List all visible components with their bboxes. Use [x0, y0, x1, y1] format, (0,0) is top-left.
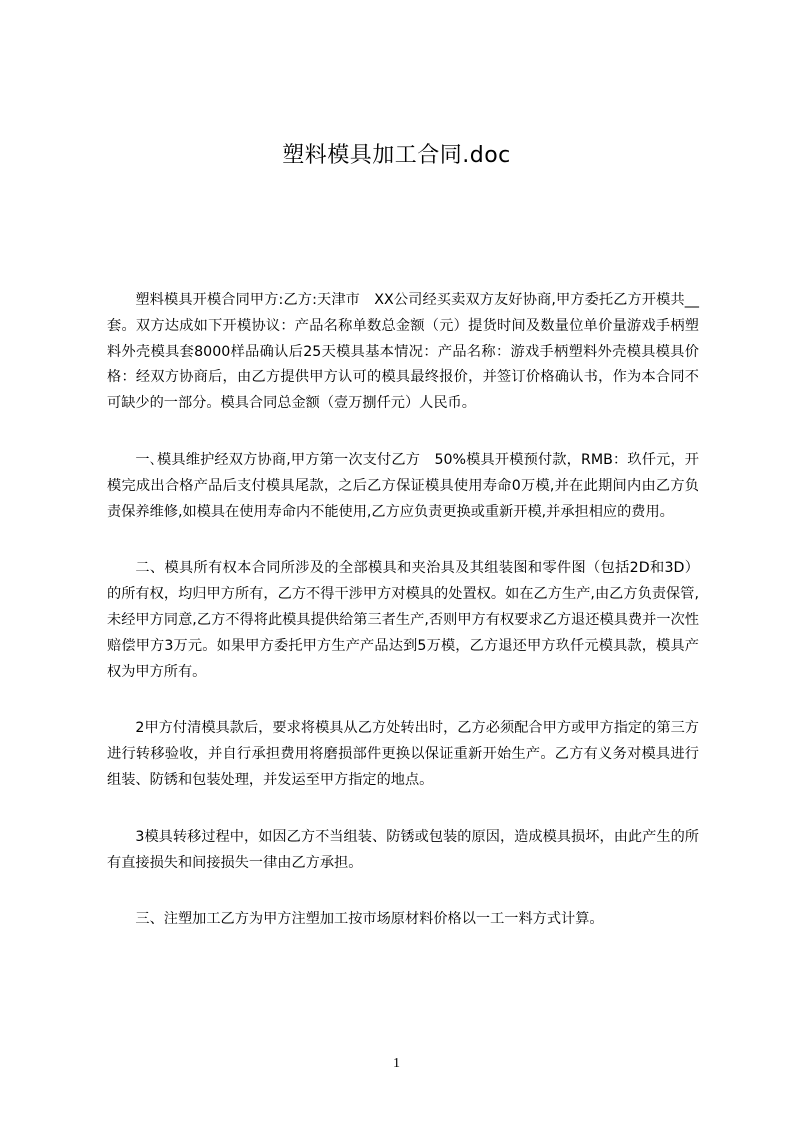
- page-number: 1: [393, 1056, 400, 1071]
- paragraph-transfer-damage: 3模具转移过程中，如因乙方不当组装、防锈或包装的原因，造成模具损坏，由此产生的所有直接损失和间接损失一律由乙方承担。: [107, 828, 699, 871]
- document-title: 塑料模具加工合同.doc: [282, 143, 511, 168]
- paragraph-injection-molding: 三、注塑加工乙方为甲方注塑加工按市场原材料价格以一工一料方式计算。: [135, 911, 604, 928]
- paragraph-mold-transfer: 2甲方付清模具款后，要求将模具从乙方处转出时，乙方必须配合甲方或甲方指定的第三方进行转移验收，并自行承担费用将磨损部件更换以保证重新开始生产。乙方有义务对模具进行组装、防锈和包装处理，并发运至甲方指定的地点。: [107, 720, 699, 788]
- paragraph-intro: 塑料模具开模合同甲方:乙方:天津市 XX公司经买卖双方友好协商,甲方委托乙方开模共__套。双方达成如下开模协议：产品名称单数总金额（元）提货时间及数量位单价量游戏手柄塑料外壳模具套8000样品确认后25天模具基本情况：产品名称：游戏手柄塑料外壳模具模具价格：经双方协商后，由乙方提供甲方认可的模具最终报价，并签订价格确认书，作为本合同不可缺少的一部分。模具合同总金额（壹万捌仟元）人民币。: [107, 292, 699, 412]
- paragraph-mold-maintenance: 一､模具维护经双方协商,甲方第一次支付乙方 50%模具开模预付款，RMB：玖仟元，开模完成出合格产品后支付模具尾款，之后乙方保证模具使用寿命0万模,并在此期间内由乙方负责保养维修,如模具在使用寿命内不能使用,乙方应负责更换或重新开模,并承担相应的费用。: [107, 451, 699, 520]
- paragraph-mold-ownership: 二、模具所有权本合同所涉及的全部模具和夹治具及其组装图和零件图（包括2D和3D）的所有权，均归甲方所有，乙方不得干涉甲方对模具的处置权。如在乙方生产,由乙方负责保管,未经甲方同意,乙方不得将此模具提供给第三者生产,否则甲方有权要求乙方退还模具费并一次性赔偿甲方3万元。如果甲方委托甲方生产产品达到5万模，乙方退还甲方玖仟元模具款，模具产权为甲方所有。: [107, 560, 699, 680]
- document-body: [107, 288, 699, 964]
